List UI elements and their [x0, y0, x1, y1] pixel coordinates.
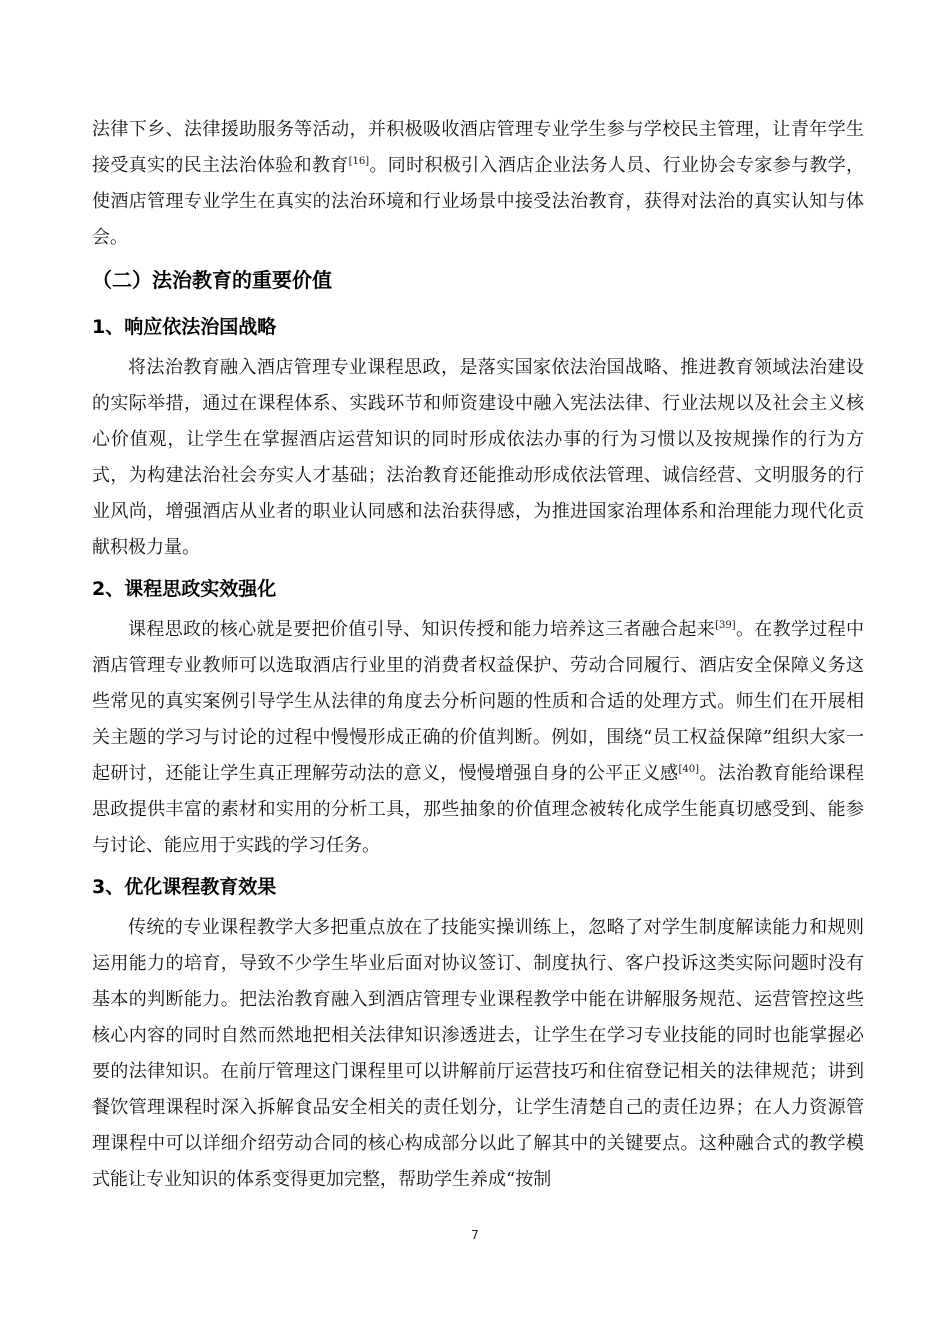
- subsection-heading-2: 2、课程思政实效强化: [92, 578, 277, 600]
- body-paragraph-continued: [92, 112, 864, 256]
- subsection-heading-3: 3、优化课程教育效果: [92, 876, 277, 898]
- subsection-heading-1: 1、响应依法治国战略: [92, 316, 277, 338]
- citation-ref: [16]: [348, 156, 370, 167]
- paragraph-text: 课程思政的核心就是要把价值引导、知识传授和能力培养这三者融合起来: [128, 619, 716, 640]
- body-paragraph-2: [92, 612, 864, 864]
- body-paragraph-1: 将法治教育融入酒店管理专业课程思政，是落实国家依法治国战略、推进教育领域法治建设的实际举措，通过在课程体系、实践环节和师资建设中融入宪法法律、行业法规以及社会主义核心价值观，让学生在掌握酒店运营知识的同时形成依法办事的行为习惯以及按规操作的行为方式，为构建法治社会夯实人才基础；法治教育还能推动形成依法管理、诚信经营、文明服务的行业风尚，增强酒店从业者的职业认同感和法治获得感，为推进国家治理体系和治理能力现代化贡献积极力量。: [92, 357, 864, 558]
- paragraph-text: 法律下乡、法律援助服务等活动，并积极吸收酒店管理专业学生参与学校民主管理，让青年学生接受真实的民主法治体验和教育: [92, 119, 864, 176]
- page-content: [92, 112, 864, 1198]
- citation-ref: [39]: [715, 620, 736, 631]
- citation-ref: [40]: [678, 764, 700, 775]
- paragraph-text: 。法治教育能给课程思政提供丰富的素材和实用的分析工具，那些抽象的价值理念被转化成学生能真切感受到、能参与讨论、能应用于实践的学习任务。: [92, 763, 865, 856]
- paragraph-text: 。在教学过程中酒店管理专业教师可以选取酒店行业里的消费者权益保护、劳动合同履行、酒店安全保障义务这些常见的真实案例引导学生从法律的角度去分析问题的性质和合适的处理方式。师生们在开展相关主题的学习与讨论的过程中慢慢形成正确的价值判断。例如，围绕“员工权益保障”组织大家一起研讨，还能让学生真正理解劳动法的意义，慢慢增强自身的公平正义感: [92, 619, 865, 784]
- section-heading: （二）法治教育的重要价值: [92, 268, 332, 292]
- paragraph-text: 。同时积极引入酒店企业法务人员、行业协会专家参与教学，使酒店管理专业学生在真实的法治环境和行业场景中接受法治教育，获得对法治的真实认知与体会。: [92, 155, 865, 248]
- body-paragraph-3: 传统的专业课程教学大多把重点放在了技能实操训练上，忽略了对学生制度解读能力和规则运用能力的培育，导致不少学生毕业后面对协议签订、制度执行、客户投诉这类实际问题时没有基本的判断能力。把法治教育融入到酒店管理专业课程教学中能在讲解服务规范、运营管控这些核心内容的同时自然而然地把相关法律知识渗透进去，让学生在学习专业技能的同时也能掌握必要的法律知识。在前厅管理这门课程里可以讲解前厅运营技巧和住宿登记相关的法律规范；讲到餐饮管理课程时深入拆解食品安全相关的责任划分，让学生清楚自己的责任边界；在人力资源管理课程中可以详细介绍劳动合同的核心构成部分以此了解其中的关键要点。这种融合式的教学模式能让专业知识的体系变得更加完整，帮助学生养成“按制: [92, 917, 864, 1190]
- page-number: 7: [471, 1228, 479, 1242]
